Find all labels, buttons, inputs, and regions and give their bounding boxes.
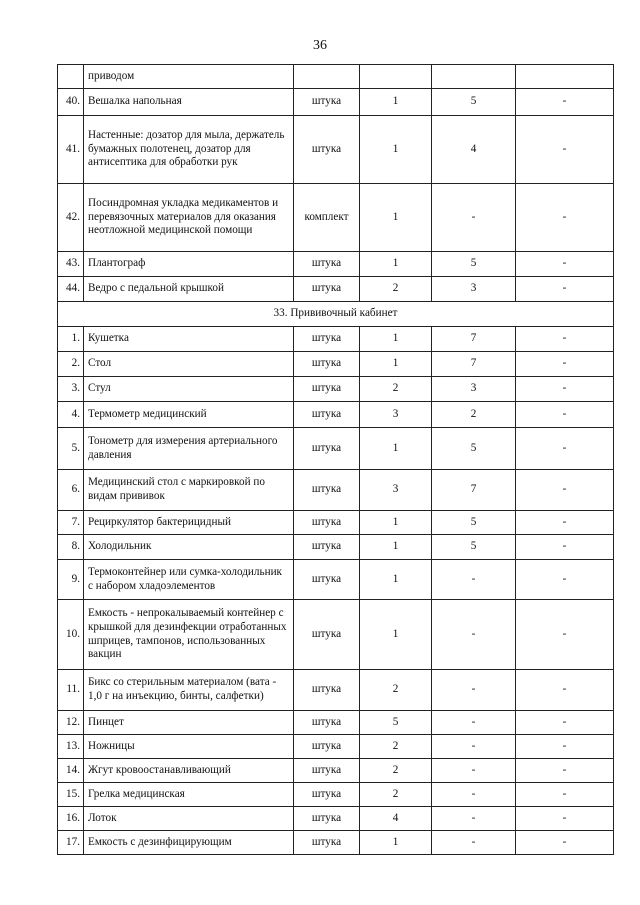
table-row bbox=[58, 65, 614, 89]
quantity-cell: 2 bbox=[360, 277, 432, 302]
table-row bbox=[58, 252, 614, 277]
note-cell: - bbox=[516, 277, 614, 302]
row-number-cell: 15. bbox=[58, 783, 84, 807]
service-life-cell: - bbox=[432, 600, 516, 670]
service-life-cell: - bbox=[432, 711, 516, 735]
table-row bbox=[58, 600, 614, 670]
table-row bbox=[58, 560, 614, 600]
quantity-cell: 1 bbox=[360, 116, 432, 184]
service-life-cell: - bbox=[432, 670, 516, 711]
note-cell: - bbox=[516, 670, 614, 711]
note-cell: - bbox=[516, 735, 614, 759]
unit-cell: штука bbox=[294, 89, 360, 116]
quantity-cell: 2 bbox=[360, 735, 432, 759]
quantity-cell: 1 bbox=[360, 327, 432, 352]
quantity-cell: 5 bbox=[360, 711, 432, 735]
unit-cell: штука bbox=[294, 327, 360, 352]
item-name-cell: Ножницы bbox=[84, 735, 294, 759]
table-row bbox=[58, 470, 614, 511]
page-number: 36 bbox=[313, 38, 327, 53]
item-name-cell: Емкость с дезинфицирующим bbox=[84, 831, 294, 855]
quantity-cell: 2 bbox=[360, 759, 432, 783]
item-name-cell: Бикс со стерильным материалом (вата - 1,0 г на инъекцию, бинты, салфетки) bbox=[84, 670, 294, 711]
row-number-cell: 40. bbox=[58, 89, 84, 116]
service-life-cell: 4 bbox=[432, 116, 516, 184]
service-life-cell: 5 bbox=[432, 535, 516, 560]
service-life-cell: 7 bbox=[432, 352, 516, 377]
row-number-cell: 14. bbox=[58, 759, 84, 783]
item-name-cell: приводом bbox=[84, 65, 294, 89]
row-number-cell: 41. bbox=[58, 116, 84, 184]
section-row bbox=[58, 302, 614, 327]
service-life-cell: - bbox=[432, 759, 516, 783]
row-number-cell bbox=[58, 65, 84, 89]
quantity-cell: 2 bbox=[360, 783, 432, 807]
unit-cell: штука bbox=[294, 807, 360, 831]
item-name-cell: Настенные: дозатор для мыла, держатель бумажных полотенец, дозатор для антисептика для обработки рук bbox=[84, 116, 294, 184]
table-row bbox=[58, 511, 614, 535]
unit-cell bbox=[294, 65, 360, 89]
quantity-cell: 1 bbox=[360, 831, 432, 855]
quantity-cell: 1 bbox=[360, 89, 432, 116]
quantity-cell: 1 bbox=[360, 184, 432, 252]
note-cell: - bbox=[516, 402, 614, 428]
table-row bbox=[58, 759, 614, 783]
quantity-cell: 4 bbox=[360, 807, 432, 831]
item-name-cell: Стол bbox=[84, 352, 294, 377]
item-name-cell: Кушетка bbox=[84, 327, 294, 352]
note-cell: - bbox=[516, 600, 614, 670]
note-cell: - bbox=[516, 711, 614, 735]
item-name-cell: Лоток bbox=[84, 807, 294, 831]
table-row bbox=[58, 670, 614, 711]
row-number-cell: 42. bbox=[58, 184, 84, 252]
table-row bbox=[58, 377, 614, 402]
unit-cell: штука bbox=[294, 759, 360, 783]
unit-cell: штука bbox=[294, 252, 360, 277]
note-cell: - bbox=[516, 807, 614, 831]
quantity-cell: 1 bbox=[360, 428, 432, 470]
note-cell: - bbox=[516, 377, 614, 402]
row-number-cell: 8. bbox=[58, 535, 84, 560]
service-life-cell: 5 bbox=[432, 252, 516, 277]
unit-cell: штука bbox=[294, 535, 360, 560]
unit-cell: штука bbox=[294, 670, 360, 711]
row-number-cell: 12. bbox=[58, 711, 84, 735]
item-name-cell: Плантограф bbox=[84, 252, 294, 277]
item-name-cell: Вешалка напольная bbox=[84, 89, 294, 116]
row-number-cell: 17. bbox=[58, 831, 84, 855]
row-number-cell: 1. bbox=[58, 327, 84, 352]
quantity-cell: 2 bbox=[360, 377, 432, 402]
note-cell: - bbox=[516, 352, 614, 377]
table-row bbox=[58, 783, 614, 807]
table-row bbox=[58, 711, 614, 735]
row-number-cell: 13. bbox=[58, 735, 84, 759]
item-name-cell: Пинцет bbox=[84, 711, 294, 735]
service-life-cell: - bbox=[432, 184, 516, 252]
row-number-cell: 5. bbox=[58, 428, 84, 470]
quantity-cell: 1 bbox=[360, 352, 432, 377]
item-name-cell: Ведро с педальной крышкой bbox=[84, 277, 294, 302]
table-row bbox=[58, 327, 614, 352]
table-row bbox=[58, 89, 614, 116]
quantity-cell: 1 bbox=[360, 535, 432, 560]
quantity-cell bbox=[360, 65, 432, 89]
unit-cell: штука bbox=[294, 116, 360, 184]
unit-cell: штука bbox=[294, 711, 360, 735]
item-name-cell: Емкость - непрокалываемый контейнер с крышкой для дезинфекции отработанных шприцев, тампонов, использованных вакцин bbox=[84, 600, 294, 670]
table-row bbox=[58, 277, 614, 302]
quantity-cell: 1 bbox=[360, 600, 432, 670]
row-number-cell: 6. bbox=[58, 470, 84, 511]
note-cell: - bbox=[516, 89, 614, 116]
unit-cell: штука bbox=[294, 783, 360, 807]
table-row bbox=[58, 807, 614, 831]
quantity-cell: 1 bbox=[360, 511, 432, 535]
table-row bbox=[58, 116, 614, 184]
unit-cell: штука bbox=[294, 560, 360, 600]
service-life-cell: 7 bbox=[432, 327, 516, 352]
unit-cell: комплект bbox=[294, 184, 360, 252]
item-name-cell: Термометр медицинский bbox=[84, 402, 294, 428]
quantity-cell: 3 bbox=[360, 402, 432, 428]
unit-cell: штука bbox=[294, 277, 360, 302]
row-number-cell: 9. bbox=[58, 560, 84, 600]
row-number-cell: 7. bbox=[58, 511, 84, 535]
service-life-cell: 5 bbox=[432, 89, 516, 116]
note-cell: - bbox=[516, 783, 614, 807]
service-life-cell: 5 bbox=[432, 428, 516, 470]
item-name-cell: Посиндромная укладка медикаментов и перевязочных материалов для оказания неотложной медицинской помощи bbox=[84, 184, 294, 252]
note-cell bbox=[516, 65, 614, 89]
service-life-cell: 3 bbox=[432, 377, 516, 402]
note-cell: - bbox=[516, 759, 614, 783]
unit-cell: штука bbox=[294, 831, 360, 855]
note-cell: - bbox=[516, 831, 614, 855]
item-name-cell: Стул bbox=[84, 377, 294, 402]
unit-cell: штука bbox=[294, 511, 360, 535]
unit-cell: штука bbox=[294, 428, 360, 470]
note-cell: - bbox=[516, 252, 614, 277]
equipment-table bbox=[57, 64, 614, 855]
service-life-cell: - bbox=[432, 735, 516, 759]
item-name-cell: Термоконтейнер или сумка-холодильник с набором хладоэлементов bbox=[84, 560, 294, 600]
quantity-cell: 3 bbox=[360, 470, 432, 511]
service-life-cell: - bbox=[432, 807, 516, 831]
note-cell: - bbox=[516, 116, 614, 184]
service-life-cell: 3 bbox=[432, 277, 516, 302]
table-row bbox=[58, 352, 614, 377]
note-cell: - bbox=[516, 511, 614, 535]
unit-cell: штука bbox=[294, 735, 360, 759]
service-life-cell: 7 bbox=[432, 470, 516, 511]
unit-cell: штука bbox=[294, 600, 360, 670]
service-life-cell: - bbox=[432, 560, 516, 600]
row-number-cell: 44. bbox=[58, 277, 84, 302]
unit-cell: штука bbox=[294, 402, 360, 428]
item-name-cell: Тонометр для измерения артериального давления bbox=[84, 428, 294, 470]
row-number-cell: 10. bbox=[58, 600, 84, 670]
item-name-cell: Рециркулятор бактерицидный bbox=[84, 511, 294, 535]
table-row bbox=[58, 735, 614, 759]
service-life-cell: 2 bbox=[432, 402, 516, 428]
item-name-cell: Грелка медицинская bbox=[84, 783, 294, 807]
row-number-cell: 43. bbox=[58, 252, 84, 277]
section-title: 33. Прививочный кабинет bbox=[58, 302, 614, 327]
note-cell: - bbox=[516, 428, 614, 470]
table-row bbox=[58, 428, 614, 470]
note-cell: - bbox=[516, 470, 614, 511]
item-name-cell: Медицинский стол с маркировкой по видам прививок bbox=[84, 470, 294, 511]
unit-cell: штука bbox=[294, 377, 360, 402]
quantity-cell: 1 bbox=[360, 252, 432, 277]
note-cell: - bbox=[516, 327, 614, 352]
table-row bbox=[58, 535, 614, 560]
row-number-cell: 3. bbox=[58, 377, 84, 402]
row-number-cell: 16. bbox=[58, 807, 84, 831]
unit-cell: штука bbox=[294, 352, 360, 377]
row-number-cell: 4. bbox=[58, 402, 84, 428]
note-cell: - bbox=[516, 560, 614, 600]
service-life-cell bbox=[432, 65, 516, 89]
table-row bbox=[58, 184, 614, 252]
unit-cell: штука bbox=[294, 470, 360, 511]
service-life-cell: - bbox=[432, 831, 516, 855]
row-number-cell: 11. bbox=[58, 670, 84, 711]
service-life-cell: - bbox=[432, 783, 516, 807]
service-life-cell: 5 bbox=[432, 511, 516, 535]
item-name-cell: Жгут кровоостанавливающий bbox=[84, 759, 294, 783]
quantity-cell: 1 bbox=[360, 560, 432, 600]
row-number-cell: 2. bbox=[58, 352, 84, 377]
note-cell: - bbox=[516, 184, 614, 252]
note-cell: - bbox=[516, 535, 614, 560]
table-row bbox=[58, 402, 614, 428]
table-row bbox=[58, 831, 614, 855]
quantity-cell: 2 bbox=[360, 670, 432, 711]
item-name-cell: Холодильник bbox=[84, 535, 294, 560]
